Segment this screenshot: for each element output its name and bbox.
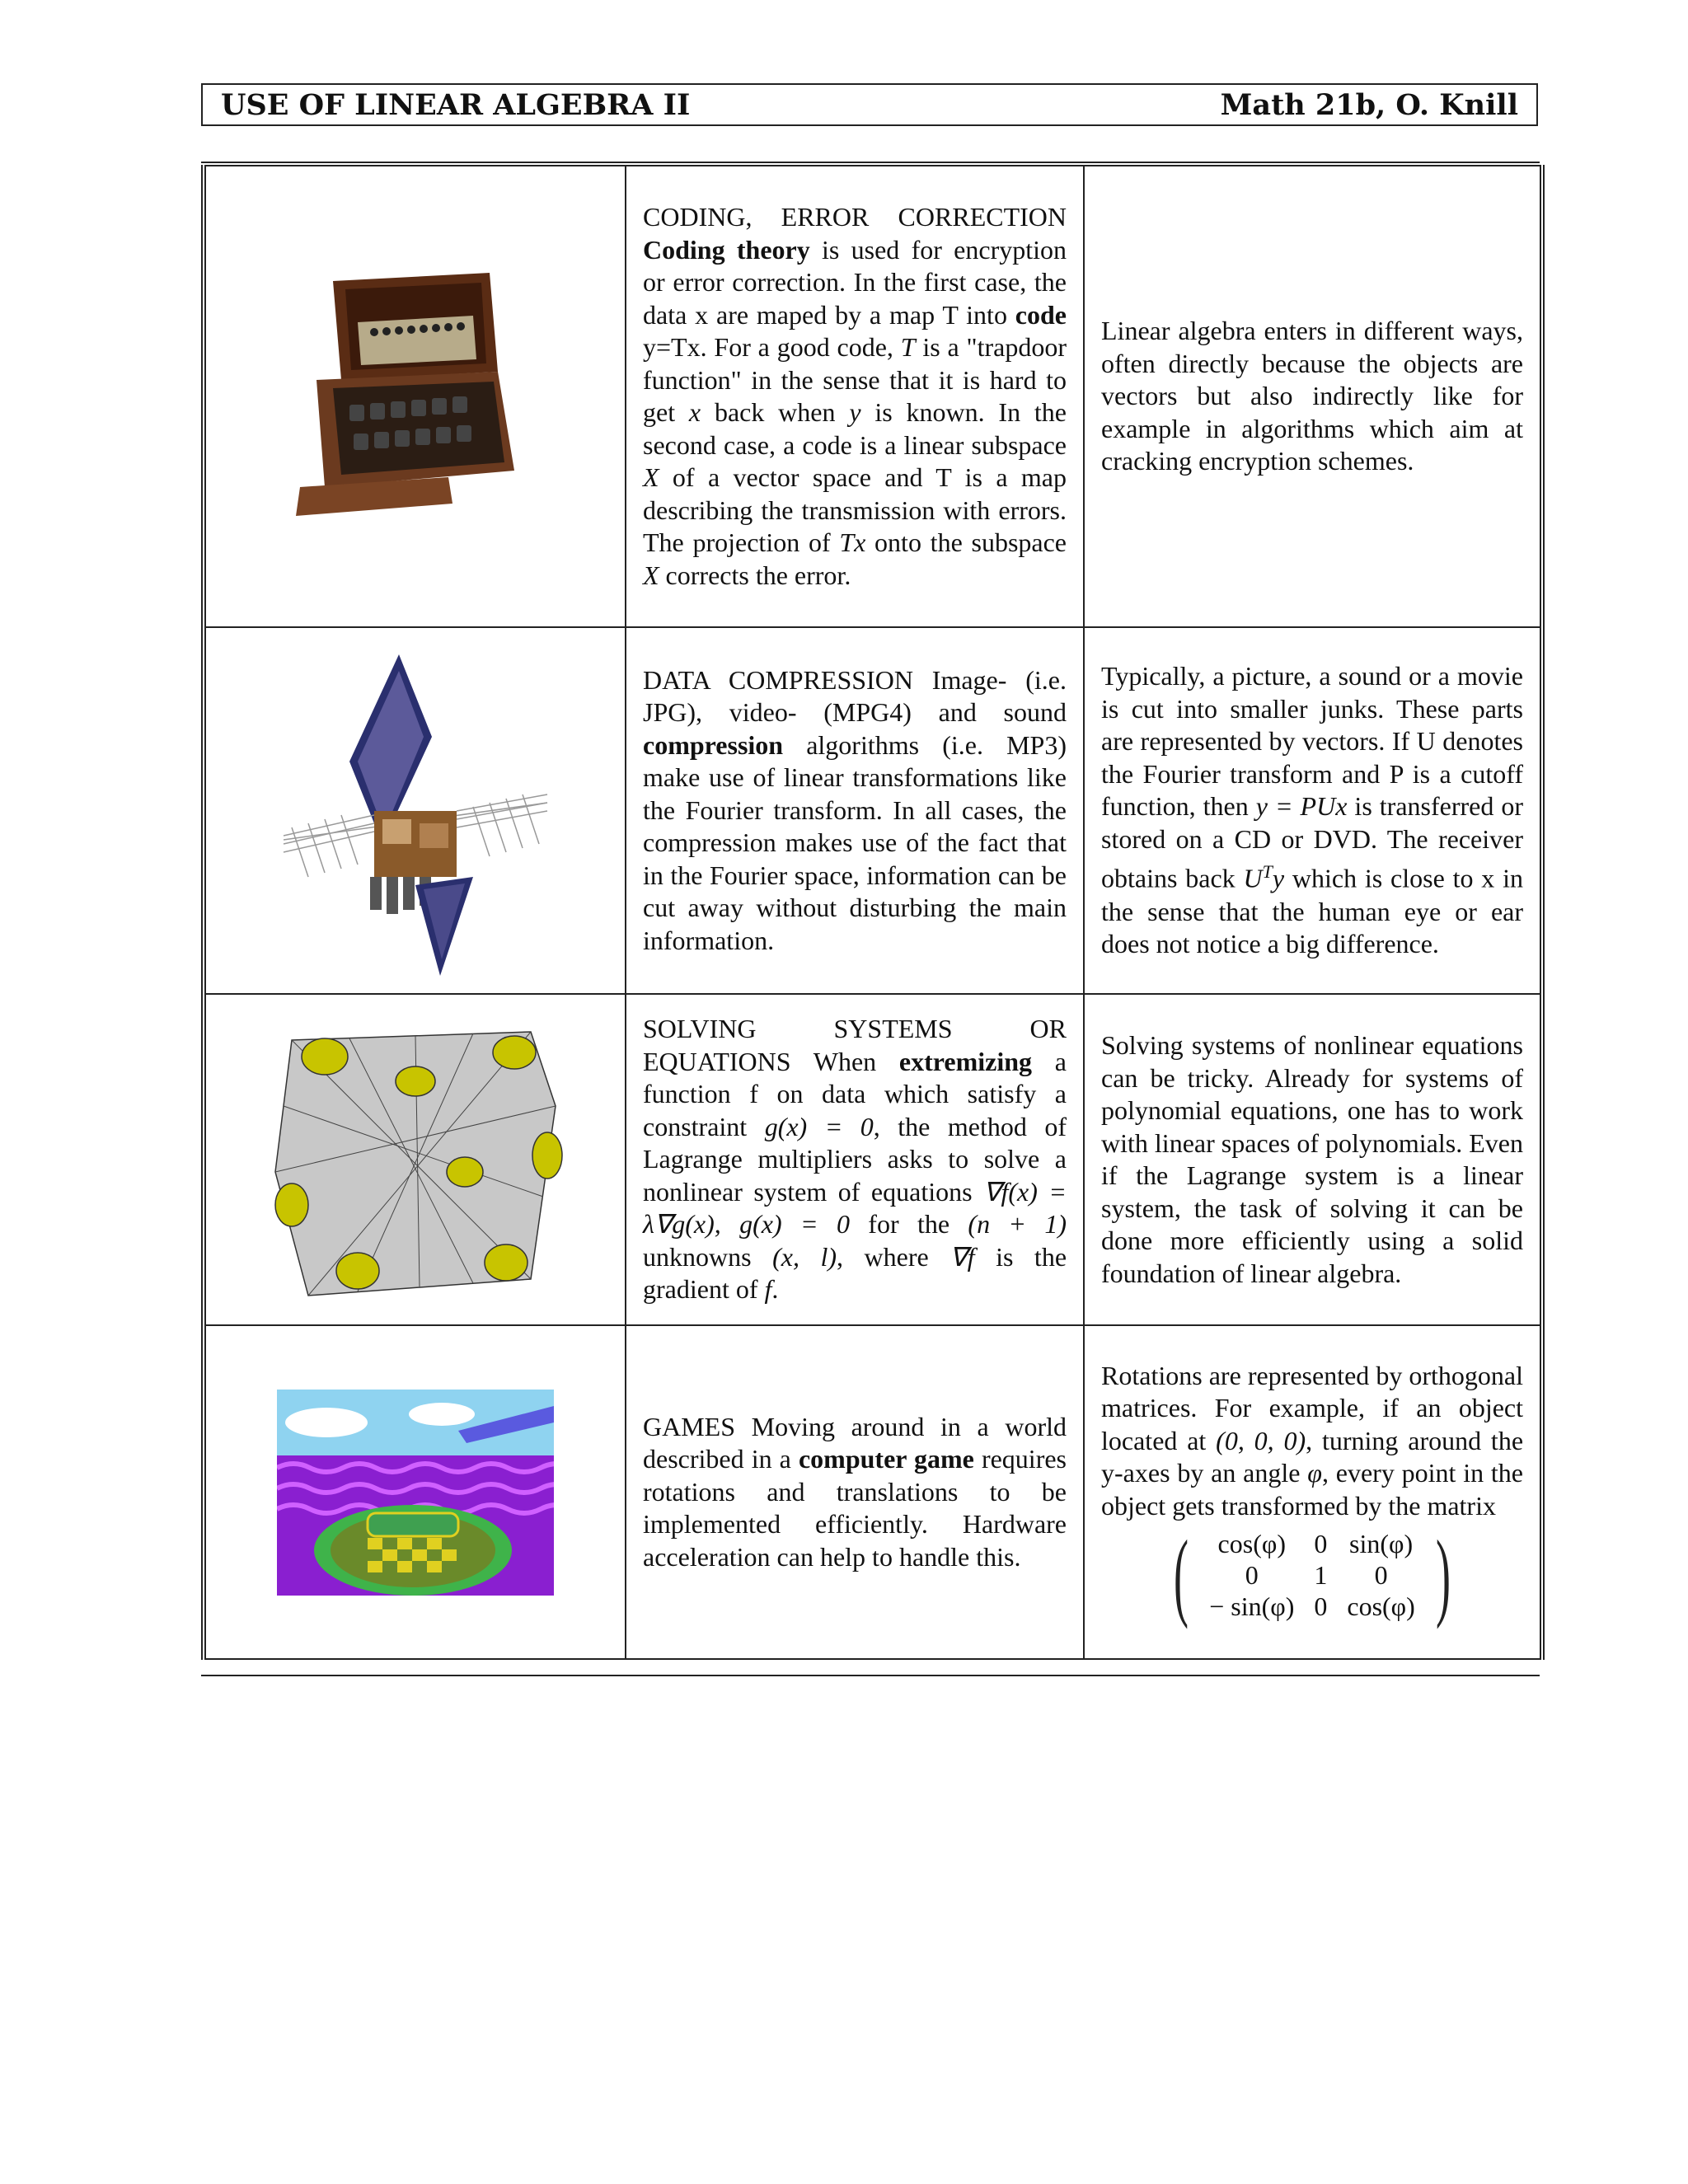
math: (x, l) [772, 1241, 837, 1272]
text: is transferred or stored on a CD or DVD. The receiver obtains back [1101, 791, 1524, 894]
text: algorithms (i.e. MP3) make use of linear transformations like the Fourier transform. In all cases, the compression makes use of the fact that in the Fourier space, information can be cut away without disturbing the main information. [643, 729, 1067, 955]
page-header [201, 83, 1538, 126]
left-paren: ( [1174, 1520, 1189, 1630]
section-heading-coding: CODING, ERROR CORRECTION [643, 202, 1067, 232]
computer-game-image [277, 1390, 554, 1596]
matrix-entry: cos(φ) [1217, 1529, 1286, 1559]
image-cell [204, 627, 626, 994]
term-coding-theory: Coding theory [643, 234, 810, 265]
image-cell [204, 166, 626, 627]
explanation-cell [1084, 166, 1542, 627]
bottom-rule [201, 1675, 1540, 1676]
course-label: Math 21b, O. Knill [1220, 87, 1518, 122]
text: . [771, 1274, 779, 1305]
description-cell [626, 166, 1084, 627]
matrix-entry: 0 [1314, 1529, 1328, 1559]
rotation-matrix [1101, 1520, 1523, 1630]
matrix-grid [1199, 1528, 1425, 1622]
matrix-entry: − sin(φ) [1209, 1591, 1295, 1622]
matrix-entry: 0 [1374, 1560, 1388, 1591]
math: φ [1307, 1458, 1322, 1488]
table-row [204, 627, 1542, 994]
image-cell [204, 1325, 626, 1659]
text: Typically, a picture, a sound or a movie is cut into smaller junks. These parts are represented by vectors. If U denotes the Fourier transform and P is a cutoff function, then [1101, 661, 1523, 822]
text: is known. In the second case, a code is a linear subspace [643, 397, 1067, 460]
applications-table [201, 165, 1545, 1660]
math: T [900, 332, 916, 362]
text: back when [701, 397, 850, 427]
text: is a "trapdoor function" in the sense that it is hard to get [643, 332, 1067, 427]
page-title: USE OF LINEAR ALGEBRA II [221, 87, 691, 122]
math: ∇f [950, 1241, 975, 1272]
text: of a vector space and T is a map describing the transmission with errors. The projection of [643, 462, 1067, 557]
section-heading-games: GAMES Moving around in a world described in a [643, 1411, 1067, 1474]
text: Rotations are represented by orthogonal matrices. For example, if an object located at [1101, 1360, 1523, 1455]
text: corrects the error. [659, 560, 851, 590]
right-paren: ) [1435, 1520, 1451, 1630]
text: , turning around the y-axes by an angle [1101, 1425, 1524, 1488]
image-cell [204, 994, 626, 1325]
math: f [764, 1274, 772, 1305]
math: U [1243, 864, 1263, 894]
description-cell [626, 994, 1084, 1325]
matrix-entry: 1 [1314, 1560, 1328, 1591]
term-extremizing: extremizing [898, 1046, 1033, 1076]
text: a function f on data which satisfy a constraint [643, 1046, 1067, 1141]
table-row [204, 166, 1542, 627]
table-row [204, 994, 1542, 1325]
math: ∇f(x) = λ∇g(x), g(x) = 0 [643, 1176, 1067, 1240]
explanation-cell [1084, 627, 1542, 994]
text: unknowns [643, 1241, 773, 1272]
math: y [849, 397, 861, 427]
section-heading-compression: DATA COMPRESSION Image- (i.e. JPG), video- (MPG4) and sound [643, 664, 1067, 728]
explanation-text: Linear algebra enters in different ways, often directly because the objects are vectors but also indirectly like for example in algorithms which aim at cracking encryption schemes. [1101, 316, 1523, 476]
math-superscript: T [1262, 861, 1273, 883]
math: X [643, 462, 659, 492]
description-cell [626, 1325, 1084, 1659]
section-heading-solving: SOLVING SYSTEMS OR EQUATIONS When [643, 1014, 1067, 1076]
text: requires rotations and translations to be implemented efficiently. Hardware acceleration can help to handle this. [643, 1444, 1067, 1572]
top-rule-outer [201, 162, 1540, 163]
minimal-surface-image [259, 1007, 572, 1312]
table-row [204, 1325, 1542, 1659]
matrix-entry: 0 [1314, 1591, 1328, 1622]
math: (n + 1) [968, 1209, 1067, 1240]
term-code: code [1015, 299, 1067, 330]
term-computer-game: computer game [798, 1444, 974, 1474]
text: , every point in the object gets transformed by the matrix [1101, 1458, 1524, 1521]
satellite-image [275, 638, 556, 984]
text: which is close to x in the sense that the human eye or ear does not notice a big difference. [1101, 864, 1524, 959]
math: x [688, 397, 701, 427]
text: is used for encryption or error correction. In the first case, the data x are maped by a map T into [643, 234, 1067, 330]
math: g(x) = 0 [764, 1111, 874, 1141]
matrix-entry: 0 [1245, 1560, 1259, 1591]
math: X [643, 560, 659, 590]
text: for the [849, 1209, 968, 1240]
matrix-entry: sin(φ) [1349, 1529, 1414, 1559]
description-cell [626, 627, 1084, 994]
text: , the method of Lagrange multipliers asks to solve a nonlinear system of equations [643, 1111, 1067, 1207]
text: onto the subspace [865, 527, 1067, 557]
math: (0, 0, 0) [1216, 1425, 1306, 1455]
text: , where [837, 1241, 950, 1272]
term-compression: compression [643, 729, 784, 760]
math: Tx [839, 527, 866, 557]
text: is the gradient of [643, 1241, 1067, 1305]
explanation-text: Solving systems of nonlinear equations can be tricky. Already for systems of polynomial equations, one has to work with linear spaces of polynomials. Even if the Lagrange system is a linear system, the task of solving it can be done more efficiently using a solid foundation of linear algebra. [1101, 1030, 1523, 1288]
text: y=Tx. For a good code, [643, 332, 901, 362]
explanation-cell [1084, 1325, 1542, 1659]
matrix-entry: cos(φ) [1347, 1591, 1415, 1622]
enigma-machine-image [284, 265, 547, 528]
math: y = PUx [1255, 791, 1348, 822]
explanation-cell [1084, 994, 1542, 1325]
math: y [1272, 864, 1285, 894]
